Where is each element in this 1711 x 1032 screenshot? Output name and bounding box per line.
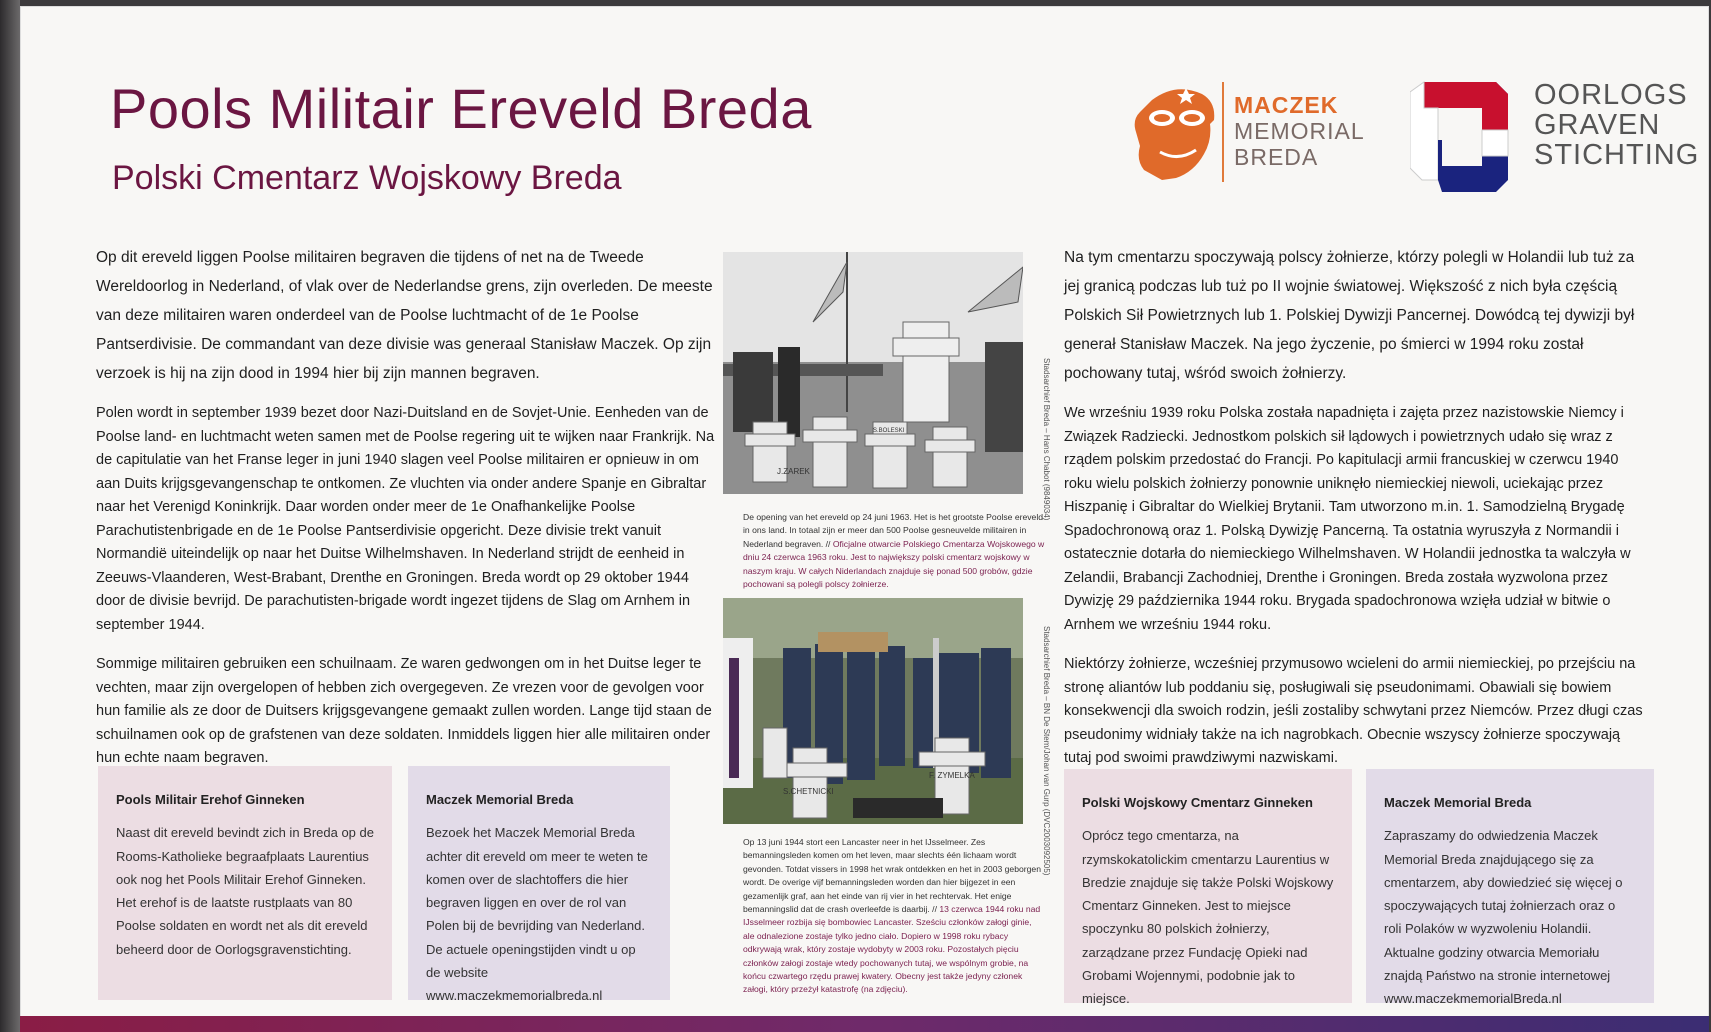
- page-subtitle: Polski Cmentarz Wojskowy Breda: [112, 159, 622, 197]
- info-box-text: Oprócz tego cmentarza, na rzymskokatolickim cmentarzu Laurentius w Bredzie znajduje się także Polski Wojskowy Cmentarz Ginneken. Jest to miejsce spoczynku 80 polskich żołnierzy, zarządzane przez Fundację Opieki nad Grobami Wojennymi, podobnie jak to miejsce.: [1082, 828, 1334, 1007]
- logo-text-line: MACZEK: [1234, 92, 1339, 118]
- maczek-memorial-logo: [1132, 78, 1372, 188]
- dutch-text-column: [96, 243, 716, 771]
- logo-text-line: MEMORIAL: [1234, 118, 1365, 144]
- info-box-text: Naast dit ereveld bevindt zich in Breda op de Rooms-Katholieke begraafplaats Laurentius ook nog het Pools Militair Erehof Ginneken. Het erehof is de laatste rustplaats van 80 Poolse soldaten en wordt net als dit ereveld beheerd door de Oorlogsgravenstichting.: [116, 825, 374, 957]
- board-frame-edge: [0, 0, 20, 1032]
- info-box-title: Maczek Memorial Breda: [426, 792, 574, 807]
- caption-separator: //: [929, 904, 940, 915]
- logo-divider: [1222, 82, 1224, 182]
- polish-aliases-paragraph: Niektórzy żołnierze, wcześniej przymusowo wcieleni do armii niemieckiej, po przejściu na stronę aliantów lub poddaniu się, posługiwali się pseudonimami. Obawiali się bowiem konsekwencji dla swoich rodzin, jeśli zostaliby schwytani przez Niemców. Przez długi czas pseudonimy widniały także na ich nagrobkach. Obecnie wszyscy żołnierze spoczywają tutaj pod swoimi prawdziwymi nazwiskami.: [1064, 656, 1643, 766]
- caption-polish: Oficjalne otwarcie Polskiego Cmentarza Wojskowego w dniu 24 czerwca 1963 roku. Jest to największy polski cmentarz wojskowy w naszym kraju. W całych Niderlandach znajduje się ponad 500 grobów, gdzie pochowani są polegli polscy żołnierze.: [743, 538, 1045, 590]
- oorlogsgravenstichting-logo: [1410, 80, 1710, 198]
- photo-caption: [743, 836, 1045, 997]
- dutch-aliases-paragraph: Sommige militairen gebruiken een schuilnaam. Ze waren gedwongen om in het Duitse leger te vechten, maar zijn overgelopen of hebben zich overgegeven. Ze vrezen voor de gevolgen voor hun familie als ze door de Duitsers krijgsgevangene gemaakt zullen worden. Lange tijd staan de schuilnamen ook op de grafstenen van deze soldaten. Inmiddels liggen hier alle militairen onder hun echte naam begraven.: [96, 656, 712, 766]
- caption-separator: //: [823, 538, 833, 549]
- info-box-maczek-memorial-pl: [1366, 769, 1654, 1007]
- logo-text-line: BREDA: [1234, 144, 1319, 170]
- info-box-maczek-memorial: [408, 766, 670, 1004]
- info-box-text: Zapraszamy do odwiedzenia Maczek Memorial Breda znajdującego się za cmentarzem, aby dowiedzieć się więcej o spoczywających tutaj żołnierzach oraz o roli Polaków w wyzwoleniu Holandii. Aktualne godziny otwarcia Memoriału znajdą Państwo na stronie internetowej www.maczekmemorialBreda.nl: [1384, 828, 1623, 1007]
- photo-credit: Stadsarchief Breda – BN De Stem/Johan van Gurp (DVC2003092505): [1042, 626, 1051, 876]
- grave-label: S.BOLESKI: [873, 428, 905, 434]
- general-portrait-icon: [1132, 80, 1220, 182]
- caption-polish: 13 czerwca 1944 roku nad IJsselmeer rozbija się bombowiec Lancaster. Sześciu członków załogi ginie, ale odnalezione zostaje tylko jedno ciało. Dopiero w 1998 roku rybacy odkrywają wrak, który zostaje wydobyty w 2003 roku. Pozostałych pięciu członków załogi zostaje wtedy pochowanych tutaj, we wspólnym grobie, na końcu czwartego rzędu prawej kwatery. Obecny jest także jedyny członek załogi, który przeżył katastrofę (na zdjęciu).: [743, 904, 1041, 995]
- flag-ribbon-icon: [1410, 80, 1510, 196]
- cemetery-opening-photo: [723, 252, 1023, 494]
- grave-label: F. ZYMELKA: [929, 771, 975, 780]
- info-box-title: Polski Wojskowy Cmentarz Ginneken: [1082, 795, 1313, 810]
- grave-label: S.CHETNICKI: [783, 787, 834, 796]
- lancaster-crew-burial-photo: [723, 598, 1023, 824]
- info-box-title: Pools Militair Erehof Ginneken: [116, 792, 305, 807]
- bottom-color-strip: [20, 1016, 1709, 1032]
- page-title: Pools Militair Ereveld Breda: [110, 77, 812, 140]
- photo-credit: Stadsarchief Breda – Hans Chabot (9849034): [1042, 358, 1051, 521]
- polish-text-column: [1064, 243, 1650, 771]
- logo-text-line: GRAVEN: [1534, 109, 1661, 141]
- dutch-history-paragraph: Polen wordt in september 1939 bezet door Nazi-Duitsland en de Sovjet-Unie. Eenheden van de Poolse land- en luchtmacht weten samen met de Poolse regering uit te wijken naar Frankrijk. Na de capitulatie van het Franse leger in juni 1940 slagen veel Poolse militairen er opnieuw in om aan Duits krijgsgevangenschap te ontkomen. Ze vluchten via onder andere Spanje en Gibraltar naar het Verenigd Koninkrijk. Daar worden onder meer de 1e Onafhankelijke Poolse Parachutistenbrigade en de 1e Poolse Pantserdivisie opgericht. Deze divisie trekt vanuit Normandië uiteindelijk op naar het Duitse Wilhelmshaven. In Nederland strijdt de eenheid in Zeeuws-Vlaanderen, West-Brabant, Drenthe en Groningen. Breda wordt op 29 oktober 1944 door de divisie bevrijd. De parachutisten-brigade wordt ingezet tijdens de Slag om Arnhem in september 1944.: [96, 405, 715, 633]
- information-board: [20, 6, 1709, 1018]
- caption-dutch: Op 13 juni 1944 stort een Lancaster neer in het IJsselmeer. Zes bemanningsleden komen om het leven, maar slechts één lichaam wordt gevonden. Totdat vissers in 1998 het wrak ontdekken en het in 2003 geborgen wordt. De overige vijf bemanningsleden worden dan hier bijgezet in een gezamenlijk graf, aan het einde van rij vier in het rechtervak. Het enige bemanningslid dat de crash overleefde is daarbij.: [743, 837, 1041, 915]
- logo-text-line: STICHTING: [1534, 139, 1700, 171]
- info-box-title: Maczek Memorial Breda: [1384, 795, 1532, 810]
- info-box-text: Bezoek het Maczek Memorial Breda achter dit ereveld om meer te weten te komen over de slachtoffers die hier begraven liggen en over de rol van Polen bij de bevrijding van Nederland. De actuele openingstijden vindt u op de website www.maczekmemorialbreda.nl: [426, 825, 648, 1004]
- grave-label: J.ZAREK: [777, 467, 810, 476]
- polish-intro: Na tym cmentarzu spoczywają polscy żołnierze, którzy polegli w Holandii lub tuż za jej granicą podczas lub tuż po II wojnie światowej. Większość z nich była częścią Polskich Sił Powietrznych lub 1. Polskiej Dywizji Pancernej. Dowódcą tej dywizji był generał Stanisław Maczek. Na jego życzenie, po śmierci w 1994 roku został pochowany tutaj, wśród swoich żołnierzy.: [1064, 249, 1635, 382]
- photo-caption: [743, 511, 1045, 591]
- polish-history-paragraph: We wrześniu 1939 roku Polska została napadnięta i zajęta przez nazistowskie Niemcy i Związek Radziecki. Jednostkom polskich sił lądowych i powietrznych udało się wraz z rządem polskim przedostać do Francji. Po kapitulacji armii francuskiej w czerwcu 1940 roku wielu polskich żołnierzy ponownie uniknęło niemieckiej niewoli, uciekając przez Hiszpanię i Gibraltar do Wielkiej Brytanii. Tam utworzono m.in. 1. Samodzielną Brygadę Spadochronową oraz 1. Polską Dywizję Pancerną. Ta ostatnia wyruszyła z Normandii i ostatecznie dotarła do niemieckiego Wilhelmshaven. W Holandii jednostka ta walczyła w Zelandii, Brabancji Zachodniej, Drenthe i Groningen. Breda została wyzwolona przez Dywizję 29 października 1944 roku. Brygada spadochronowa wzięła udział w bitwie o Arnhem we wrześniu 1944 roku.: [1064, 405, 1631, 633]
- logo-text-line: OORLOGS: [1534, 79, 1688, 111]
- caption-dutch: De opening van het ereveld op 24 juni 1963. Het is het grootste Poolse ereveld in ons land. In totaal zijn er meer dan 500 Poolse gesneuvelde militairen in Nederland begraven.: [743, 512, 1044, 549]
- info-box-erehof-ginneken: [98, 766, 392, 1000]
- dutch-intro: Op dit ereveld liggen Poolse militairen begraven die tijdens of net na de Tweede Wereldoorlog in Nederland, of vlak over de Nederlandse grens, zijn overleden. De meeste van deze militairen waren onderdeel van de Poolse luchtmacht of de 1e Poolse Pantserdivisie. De commandant van deze divisie was generaal Stanisław Maczek. Op zijn verzoek is hij na zijn dood in 1994 hier bij zijn mannen begraven.: [96, 249, 713, 382]
- info-box-cmentarz-ginneken: [1064, 769, 1352, 1007]
